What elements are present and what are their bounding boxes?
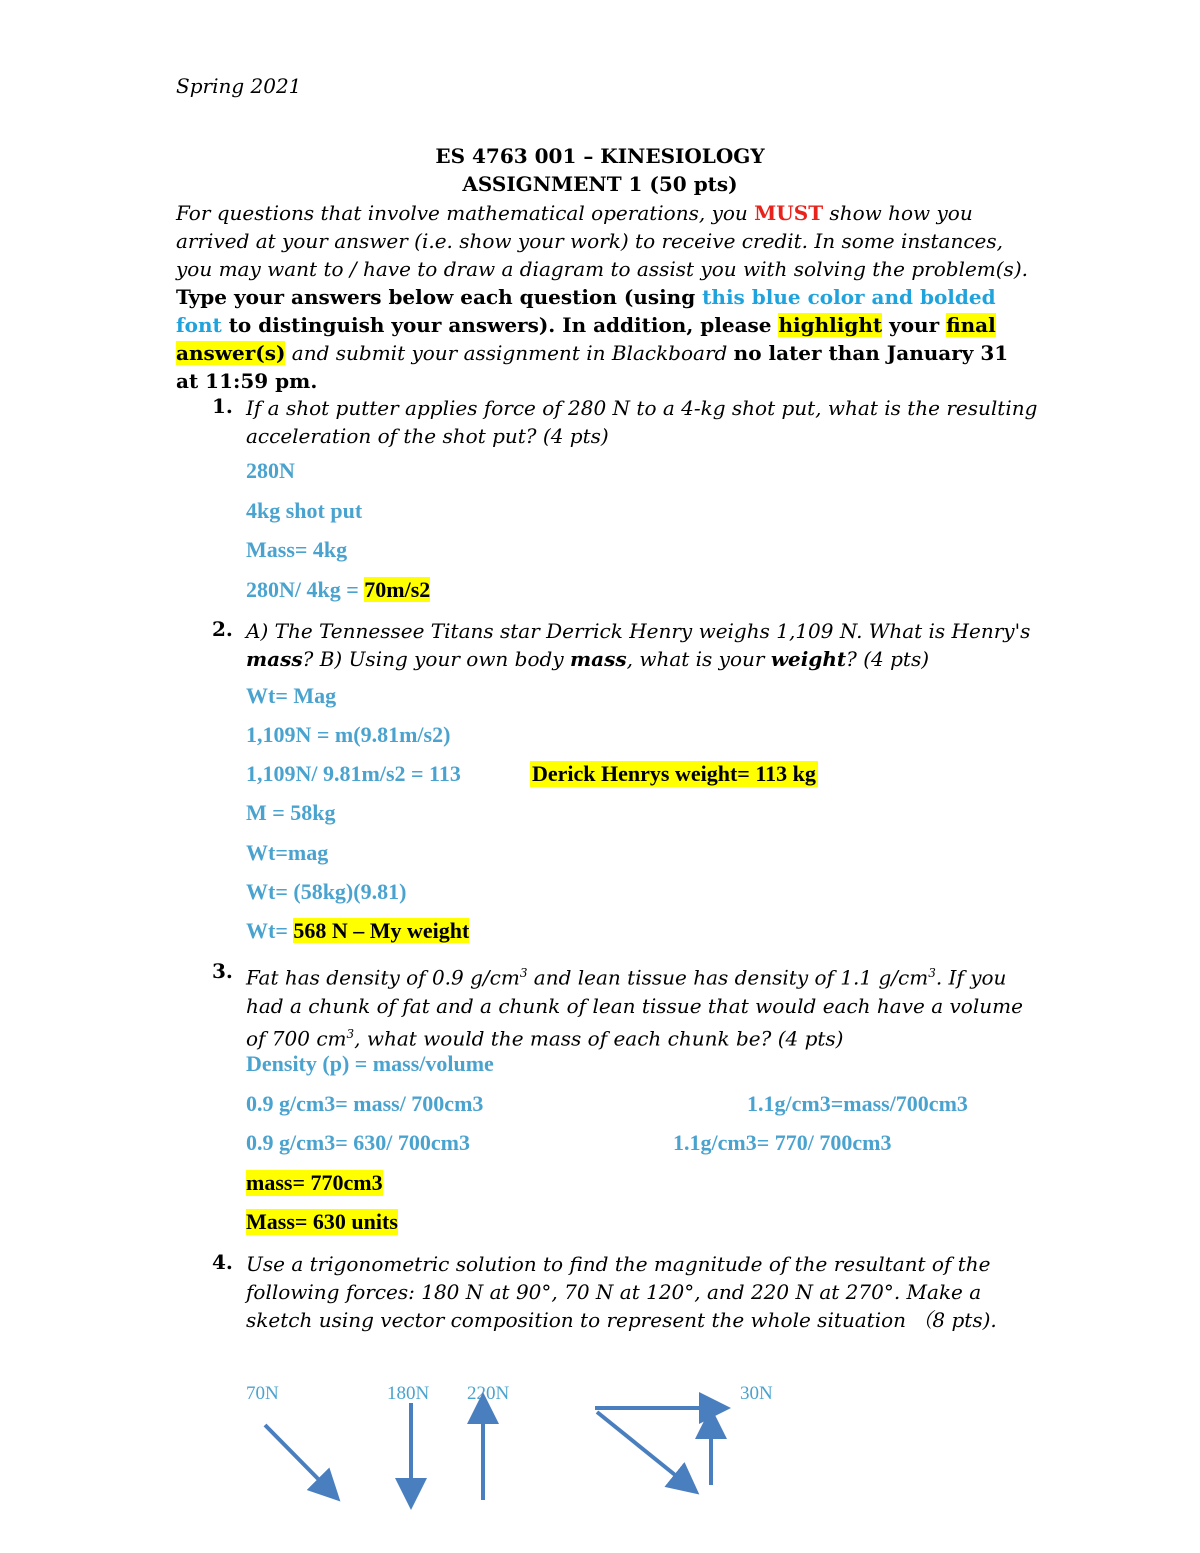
q2-answer-work: Wt= (246, 918, 294, 943)
deadline-text: no later than January 31 at 11:59 pm. (176, 341, 1009, 393)
q1-final-answer: 70m/s2 (364, 577, 431, 602)
course-title: ES 4763 001 – KINESIOLOGY (435, 144, 765, 168)
arrow-70n (265, 1425, 332, 1493)
q1-answer-line: 280N (246, 458, 295, 483)
q3-answer-line: 0.9 g/cm3= mass/ 700cm3 (246, 1091, 484, 1116)
q2-answer-line: Wt= Mag (246, 683, 337, 708)
intro-bold-text: your (882, 313, 947, 337)
q2-emphasis: weight (770, 647, 847, 671)
vector-label-30n: 30N (740, 1383, 773, 1404)
vector-label-180n: 180N (387, 1383, 430, 1404)
q2-answer-line: 1,109N/ 9.81m/s2 = 113 (246, 761, 461, 786)
q3-final-answer: mass= 770cm3 (246, 1170, 383, 1195)
q2-emphasis: mass (569, 647, 627, 671)
semester-header: Spring 2021 (176, 74, 302, 98)
vector-label-220n: 220N (467, 1383, 510, 1404)
q3-answer-line: 1.1g/cm3=mass/700cm3 (747, 1091, 968, 1116)
superscript: 3 (928, 966, 936, 980)
q2-text-part: , what is your (626, 647, 771, 671)
blue-color-sample: this blue color and bolded font (176, 285, 996, 337)
q3-text-part: . If you had a chunk of fat and a chunk of lean tissue that would each have a volume of 700 cm (246, 965, 1023, 1051)
q2-text-part: A) The Tennessee Titans star Derrick Henry weighs 1,109 N. What is Henry's (246, 619, 1031, 643)
question-1-text: If a shot putter applies force of 280 N to a 4-kg shot put, what is the resulting acceleration of the shot put? (4 pts) (246, 396, 1038, 448)
highlight-sample: highlight (778, 313, 883, 337)
q3-final-answer: Mass= 630 units (246, 1209, 398, 1234)
q3-answer-line: 1.1g/cm3= 770/ 700cm3 (673, 1130, 892, 1155)
superscript: 3 (346, 1026, 355, 1041)
q3-text-part: , what would the mass of each chunk be? (4 pts) (354, 1026, 844, 1051)
q1-answer-line: 4kg shot put (246, 498, 363, 523)
q1-answer-line: Mass= 4kg (246, 537, 348, 562)
assignment-title: ASSIGNMENT 1 (50 pts) (462, 172, 738, 196)
vector-label-70n: 70N (246, 1383, 279, 1404)
q2-text-part: ? B) Using your own body (302, 647, 570, 671)
q2-answer-line: 1,109N = m(9.81m/s2) (246, 722, 451, 747)
q2-answer-line: Wt=mag (246, 840, 329, 865)
intro-text: For questions that involve mathematical operations, you (176, 201, 755, 225)
question-4-text: Use a trigonometric solution to find the magnitude of the resultant of the following forces: 180 N at 90°, 70 N at 120°, and 220 N at 270°. Make a sketch using vector composition to represent the whole situation （8 pts). (246, 1252, 997, 1332)
intro-text: and submit your assignment in Blackboard (285, 341, 734, 365)
must-emphasis: MUST (754, 201, 824, 225)
intro-bold-text: Type your answers below each question (using (176, 285, 703, 309)
q2-answer-line: Wt= (58kg)(9.81) (246, 879, 407, 904)
question-3-number: 3. (212, 959, 233, 983)
q2-answer-line: M = 58kg (246, 800, 336, 825)
q2-final-answer-b: 568 N – My weight (293, 918, 470, 943)
superscript: 3 (519, 966, 528, 980)
intro-bold-text: to distinguish your answers). In addition, please (221, 313, 779, 337)
q2-emphasis: mass (246, 647, 303, 671)
arrow-30n-diagonal (597, 1412, 690, 1487)
question-2-number: 2. (212, 617, 233, 641)
q3-answer-line: 0.9 g/cm3= 630/ 700cm3 (246, 1130, 470, 1155)
question-1-number: 1. (212, 394, 233, 418)
q3-text-part: and lean tissue has density of 1.1 g/cm (527, 965, 929, 990)
q3-answer-line: Density (p) = mass/volume (246, 1051, 494, 1076)
q2-text-part: ? (4 pts) (846, 647, 930, 671)
question-4-number: 4. (212, 1250, 233, 1274)
final-answer-sample: final answer(s) (176, 313, 996, 365)
intro-text: show how you arrived at your answer (i.e. show your work) to receive credit. In some instances, you may want to / have to draw a diagram to assist you with solving the problem(s). (176, 201, 1028, 281)
q1-answer-work: 280N/ 4kg = (246, 577, 365, 602)
q3-text-part: Fat has density of 0.9 g/cm (246, 965, 520, 990)
q2-final-answer-a: Derick Henrys weight= 113 kg (532, 761, 816, 786)
